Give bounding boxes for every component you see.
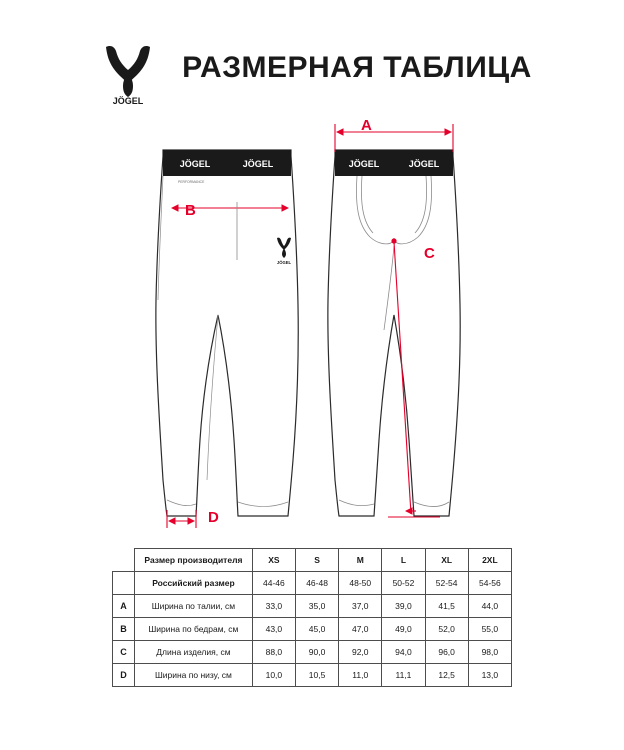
cell-value: 96,0 (425, 641, 468, 664)
dimension-label-b: B (185, 202, 196, 219)
cell-value: 33,0 (252, 595, 295, 618)
cell-value: 55,0 (468, 618, 511, 641)
cell-value: XL (425, 549, 468, 572)
table-row (113, 595, 512, 618)
cell-value: 11,0 (339, 664, 382, 687)
cell-value: 94,0 (382, 641, 425, 664)
cell-value: 39,0 (382, 595, 425, 618)
cell-value: 54-56 (468, 572, 511, 595)
cell-value: 49,0 (382, 618, 425, 641)
svg-text:JÖGEL: JÖGEL (242, 159, 274, 169)
table-row (113, 572, 512, 595)
cell-value: S (295, 549, 338, 572)
row-key: B (113, 618, 135, 641)
svg-text:PERFORMANCE: PERFORMANCE (178, 180, 205, 184)
dimension-label-a: A (361, 117, 372, 134)
cell-value: 10,0 (252, 664, 295, 687)
cell-value: 88,0 (252, 641, 295, 664)
row-label: Размер производителя (135, 549, 253, 572)
cell-value: XS (252, 549, 295, 572)
row-label: Российский размер (135, 572, 253, 595)
garment-illustration (0, 110, 624, 540)
table-row (113, 549, 512, 572)
dimension-label-c: C (424, 245, 435, 262)
svg-text:JÖGEL: JÖGEL (276, 260, 292, 265)
cell-value: 45,0 (295, 618, 338, 641)
row-label: Ширина по талии, см (135, 595, 253, 618)
cell-value: 92,0 (339, 641, 382, 664)
cell-value: 47,0 (339, 618, 382, 641)
cell-value: 43,0 (252, 618, 295, 641)
cell-value: M (339, 549, 382, 572)
cell-value: 2XL (468, 549, 511, 572)
cell-value: 41,5 (425, 595, 468, 618)
row-key: A (113, 595, 135, 618)
cell-value: 48-50 (339, 572, 382, 595)
cell-value: 52-54 (425, 572, 468, 595)
svg-text:JÖGEL: JÖGEL (112, 96, 144, 105)
table-row (113, 618, 512, 641)
cell-value: 44-46 (252, 572, 295, 595)
page-header (0, 28, 624, 108)
svg-text:JÖGEL: JÖGEL (408, 159, 440, 169)
cell-value: L (382, 549, 425, 572)
row-key: D (113, 664, 135, 687)
cell-value: 44,0 (468, 595, 511, 618)
cell-value: 12,5 (425, 664, 468, 687)
row-key: C (113, 641, 135, 664)
row-key (113, 549, 135, 572)
cell-value: 50-52 (382, 572, 425, 595)
svg-text:JÖGEL: JÖGEL (179, 159, 211, 169)
cell-value: 90,0 (295, 641, 338, 664)
cell-value: 52,0 (425, 618, 468, 641)
row-label: Ширина по низу, см (135, 664, 253, 687)
brand-logo (92, 31, 164, 105)
table-row (113, 641, 512, 664)
cell-value: 98,0 (468, 641, 511, 664)
cell-value: 46-48 (295, 572, 338, 595)
page-title: РАЗМЕРНАЯ ТАБЛИЦА (182, 51, 532, 84)
row-label: Ширина по бедрам, см (135, 618, 253, 641)
dimension-label-d: D (208, 509, 219, 526)
cell-value: 37,0 (339, 595, 382, 618)
size-table-wrapper (112, 548, 512, 687)
svg-text:JÖGEL: JÖGEL (348, 159, 380, 169)
row-label: Длина изделия, см (135, 641, 253, 664)
size-table (112, 548, 512, 687)
cell-value: 11,1 (382, 664, 425, 687)
table-row (113, 664, 512, 687)
row-key (113, 572, 135, 595)
cell-value: 13,0 (468, 664, 511, 687)
cell-value: 10,5 (295, 664, 338, 687)
cell-value: 35,0 (295, 595, 338, 618)
